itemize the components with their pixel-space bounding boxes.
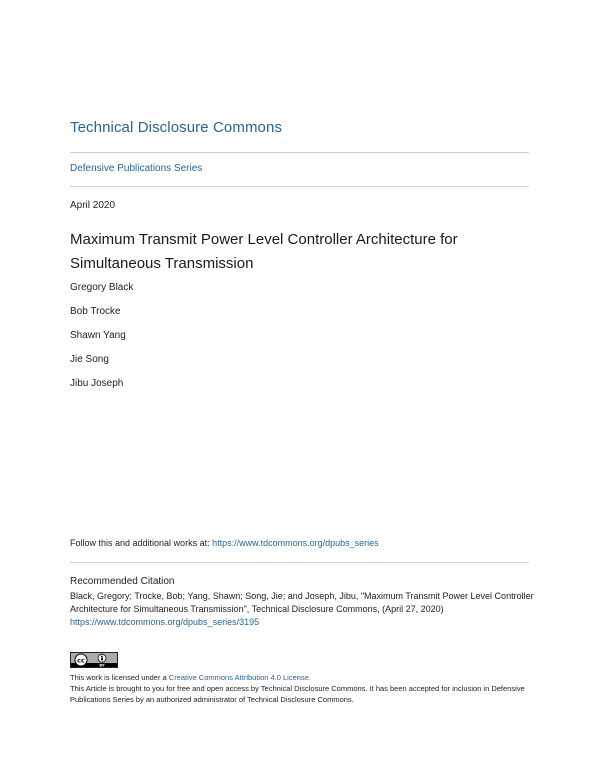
license-body: This Article is brought to you for free and open access by Technical Disclosure Commons. It has been accepted for inclusion in Defensive Publications Series by an authorized administrator of Technical Disclosure Commons.: [70, 684, 525, 704]
citation-link[interactable]: https://www.tdcommons.org/dpubs_series/3195: [70, 617, 260, 627]
license-prefix: This work is licensed under a: [70, 673, 169, 682]
author-list: [70, 282, 133, 402]
license-link[interactable]: Creative Commons Attribution 4.0 License.: [168, 673, 311, 682]
license-block: [70, 672, 540, 705]
citation-block: [70, 590, 540, 629]
author-name[interactable]: Gregory Black: [70, 282, 134, 293]
cc-badge-by-text: BY: [99, 663, 105, 667]
publication-date: April 2020: [70, 200, 116, 211]
author-name[interactable]: Shawn Yang: [70, 330, 126, 341]
follow-line: [70, 538, 379, 548]
series-link[interactable]: Defensive Publications Series: [70, 163, 203, 174]
site-title[interactable]: Technical Disclosure Commons: [70, 119, 283, 136]
citation-text: Black, Gregory; Trocke, Bob; Yang, Shawn; Song, Jie; and Joseph, Jibu, "Maximum Transmit Power Level Controller Architecture for Simultaneous Transmission", Technical Disclosure Commons, (April 27, 2020): [70, 591, 534, 614]
follow-text: Follow this and additional works at:: [70, 538, 213, 548]
follow-link[interactable]: https://www.tdcommons.org/dpubs_series: [212, 538, 379, 548]
author-name[interactable]: Jibu Joseph: [70, 378, 124, 389]
cc-by-badge-icon[interactable]: [70, 652, 118, 668]
header-divider: [70, 152, 529, 153]
citation-heading: Recommended Citation: [70, 576, 175, 587]
cc-badge-cc-text: cc: [77, 656, 85, 665]
author-name[interactable]: Jie Song: [70, 354, 109, 365]
author-name[interactable]: Bob Trocke: [70, 306, 121, 317]
paper-title: Maximum Transmit Power Level Controller Architecture for Simultaneous Transmission: [70, 231, 458, 272]
series-divider: [70, 186, 529, 187]
citation-divider: [70, 562, 529, 563]
cc-by-badge-graphic: [71, 653, 117, 667]
